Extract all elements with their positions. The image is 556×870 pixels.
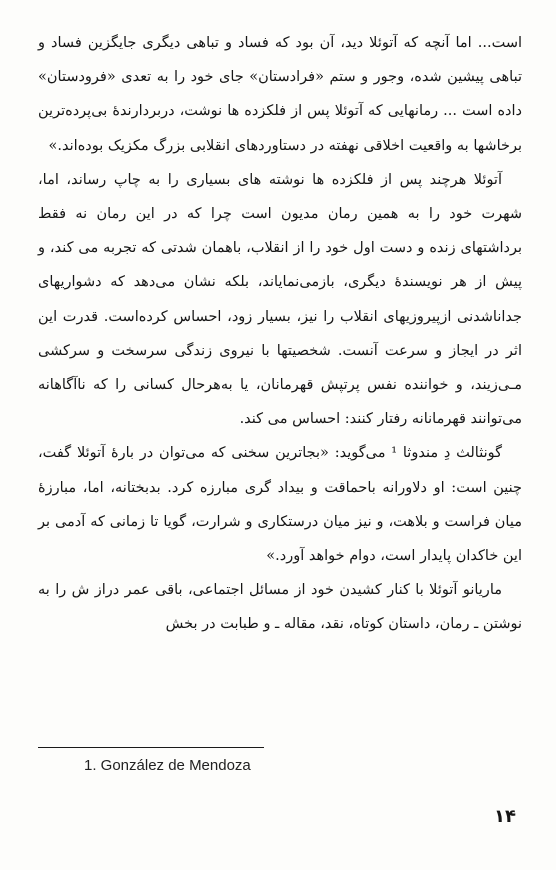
paragraph-4: ماریانو آتوئلا با کنار کشیدن خود از مسائل اجتماعی، باقی عمر دراز ش را به نوشتن ـ رمان، داستان کوتاه، نقد، مقاله ـ و طبابت در بخش [38,582,522,633]
footnote: 1. González de Mendoza [84,757,251,774]
paragraph-3: گونثالث دِ مندوثا ¹ می‌گوید: «بجاترین سخنی که می‌توان در بارهٔ آتوئلا گفت، چنین است: او دلاورانه باحماقت و بیداد گری مبارزه کرد. بدبختانه، اما، مبارزهٔ میان فراست و بلاهت، و نیز میان درستکاری و شرارت، گویا تا زمانی که آدمی بر این خاکدان پایدار است، دوام خواهد آورد.» [38,445,522,565]
paragraph-1: است... اما آنچه که آتوئلا دید، آن بود که فساد و تباهی دیگری جایگزین فساد و تباهی پیشین شده، وجور و ستم «فرادستان» جای خود را به تعدی «فرودستان» داده است ... رمانهایی که آتوئلا پس از فلکزده ها نوشت، دربردارندهٔ بی‌پرده‌ترین برخاشها به واقعیت اخلاقی نهفته در دستاوردهای انقلابی بزرگ مکزیک بوده‌اند.» [38,35,522,154]
paragraph-2: آتوئلا هرچند پس از فلکزده ها نوشته های بسیاری را به چاپ رساند، اما، شهرت خود را به همین رمان مدیون است چرا که در این رمان نه فقط برداشتهای زنده و دست اول خود را از انقلاب، باهمان شدتی که تجربه می کند، و پیش از هر نویسندهٔ دیگری، بازمی‌نمایاند، بلکه نشان می‌دهد که دشواریهای جدانا‌شدنی ازپیروزیهای انقلاب را نیز، بسیار زود، احساس کرده‌است. قدرت این اثر در ایجاز و سرعت آنست. شخصیتها با نیروی زندگی سرسخت و سرکشی مـی‌زیند، و خواننده نفس پرتپش قهرمانان، یا به‌هرحال کسانی را که ناآگاهانه می‌توانند قهرمانانه رفتار کنند: احساس می کند. [38,171,522,428]
page-number: ۱۴ [494,806,516,827]
body-text [38,26,522,642]
footnote-separator [38,747,264,748]
